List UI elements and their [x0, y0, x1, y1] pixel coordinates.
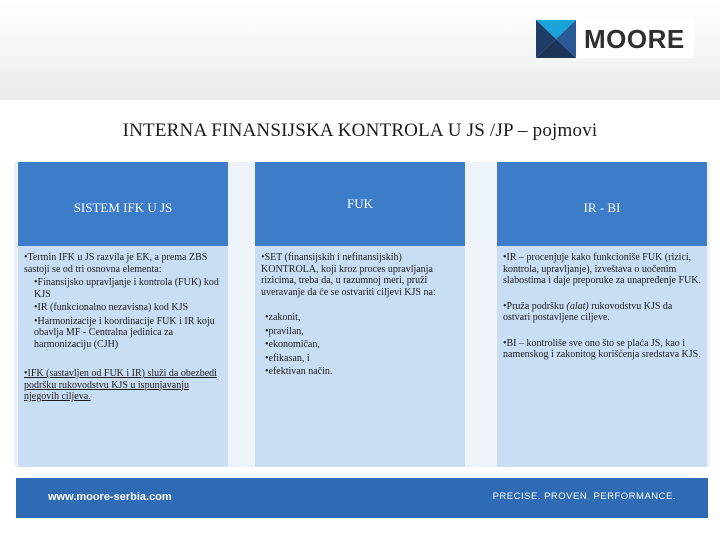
logo-wordmark: MOORE	[584, 23, 685, 54]
panel-intro: •Termin IFK u JS razvila je EK, a prema ZBS sastoji se od tri osnovna elementa:	[24, 252, 208, 275]
list-item: •efikasan, i	[265, 352, 310, 364]
panel-heading: SISTEM IFK U JS	[18, 162, 228, 246]
list-item: •pravilan,	[265, 325, 304, 337]
panel-paragraph	[503, 301, 701, 324]
list-item: •ekonomičan,	[265, 339, 320, 350]
list-item: •efektivan način.	[265, 366, 333, 377]
panel-heading: IR - BI	[497, 162, 707, 246]
list-item: •Finansijsko upravljanje i kontrola (FUK) kod KJS	[34, 277, 219, 300]
panel-heading: FUK	[255, 162, 465, 246]
moore-logo	[536, 20, 694, 58]
panel-sistem-ifk	[18, 162, 228, 467]
text-span: rukovodstvu KJS da ostvari postavljene ciljeve.	[503, 300, 673, 323]
panel-intro: •SET (finansijskih i nefinansijskih) KONTROLA, koji kroz proces upravljanja rizicima, treba da, u razumnoj meri, pruži uveravanje da će se ostvariti ciljevi KJS na:	[261, 252, 436, 298]
panel-ir-bi	[497, 162, 707, 467]
panel-paragraph: •IR – procenjuje kako funkcioniše FUK (rizici, kontrola, upravljanje), izveštava o uočenim slabostima i daje preporuke za unapređenje FUK.	[503, 252, 701, 286]
footer-tagline: PRECISE. PROVEN. PERFORMANCE.	[492, 491, 676, 502]
footer-bar	[16, 478, 708, 518]
panel-fuk	[255, 162, 465, 467]
footer-website-link[interactable]: www.moore-serbia.com	[48, 491, 172, 503]
text-span: •Pruža podršku	[503, 300, 567, 312]
moore-logo-icon	[536, 20, 576, 58]
text-span-italic: (alat)	[566, 300, 589, 312]
panel-footnote: •IFK (sastavljen od FUK i IR) služi da obezbedi podršku rukovodstvu KJS u ispunjavanju njegovih ciljeva.	[24, 368, 217, 402]
panel-body	[255, 246, 465, 467]
panel-body	[497, 246, 707, 467]
list-item: •zakonit,	[265, 312, 301, 323]
panel-body	[18, 246, 228, 467]
criteria-list	[265, 312, 459, 378]
list-item: •Harmonizacije i koordinacije FUK i IR koju obavlja MF - Centralna jedinica za harmonizaciju (CJH)	[34, 315, 215, 350]
slide-title: INTERNA FINANSIJSKA KONTROLA U JS /JP – pojmovi	[122, 120, 598, 141]
list-item: •IR (funkcionalno nezavisna) kod KJS	[34, 302, 189, 313]
panel-paragraph: •BI – kontroliše sve ono što se plaća JS, kao i namenskog i zakonitog korišćenja sredstava KJS.	[503, 337, 701, 360]
